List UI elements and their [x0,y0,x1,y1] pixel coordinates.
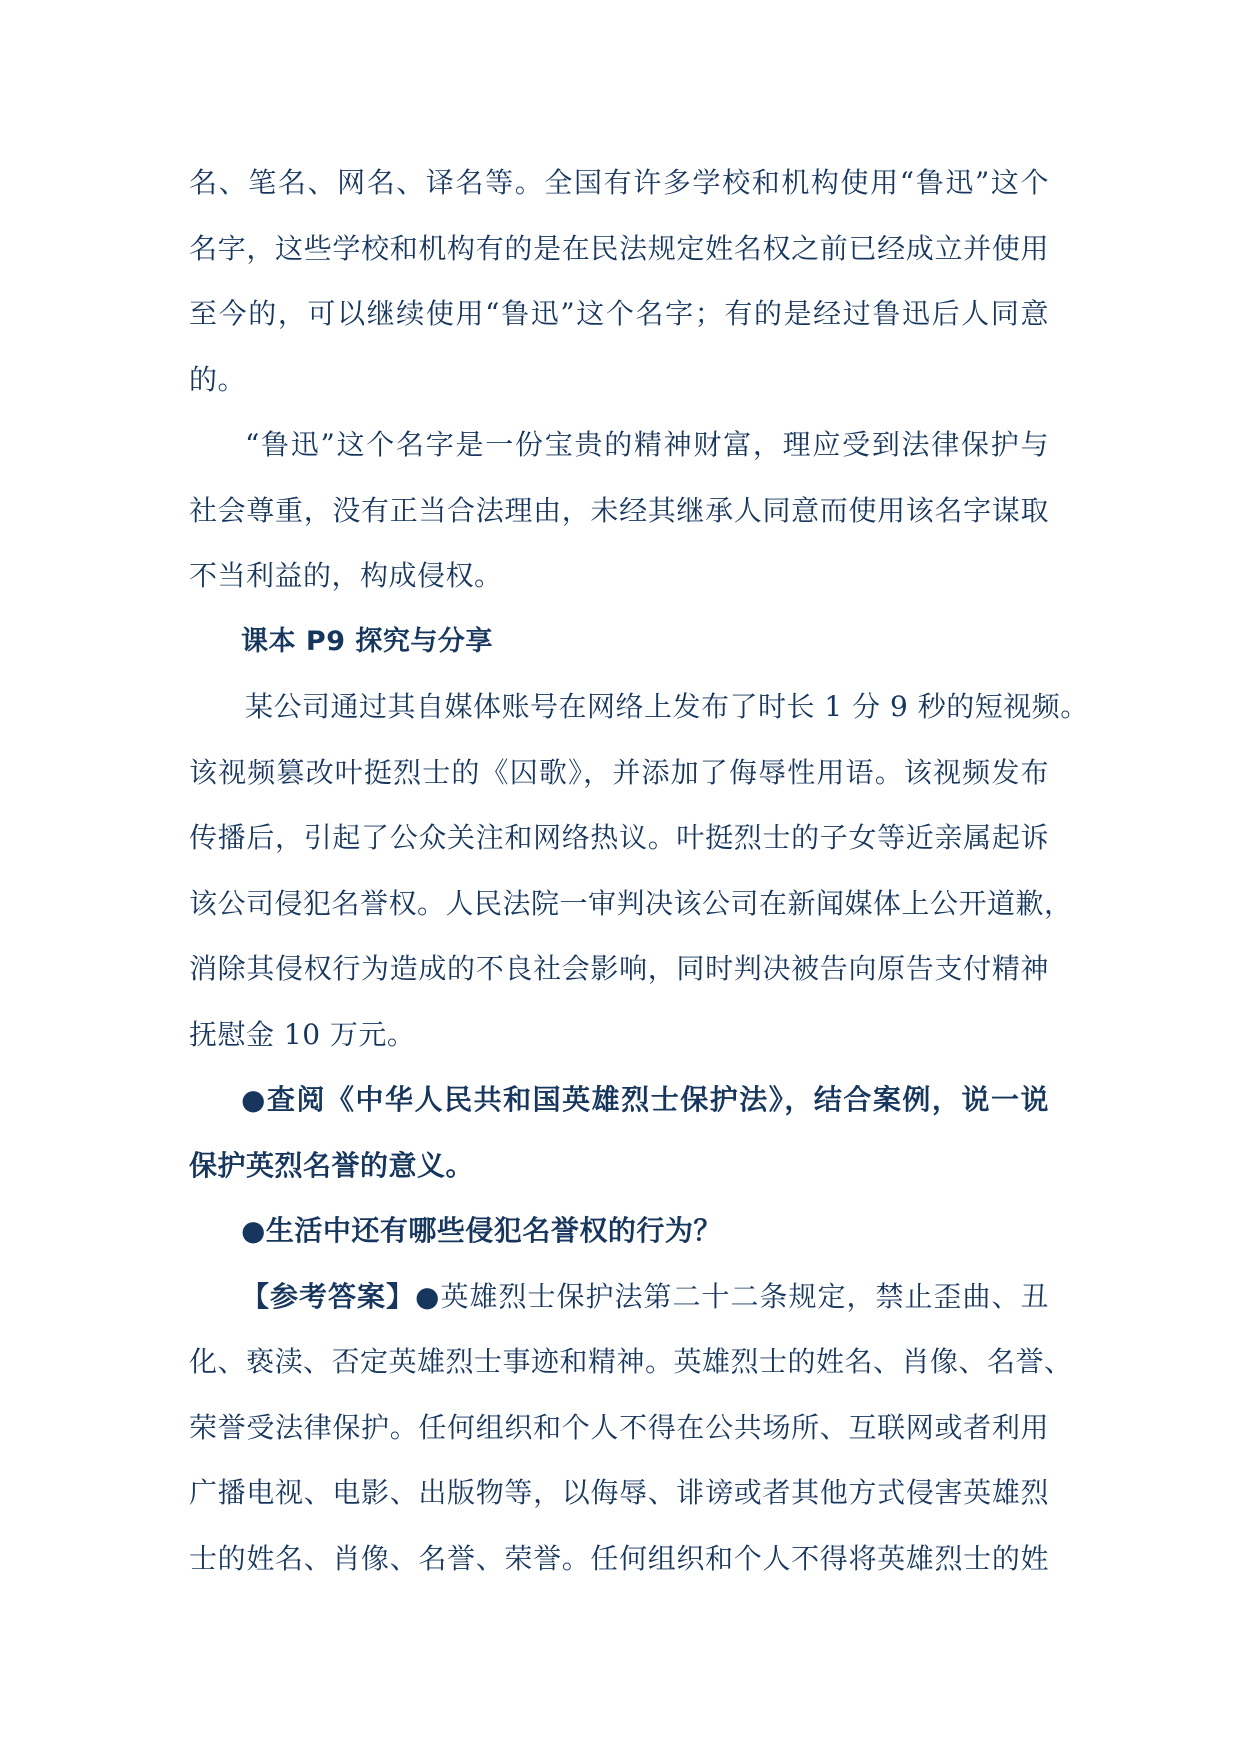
text-line: 荣誉受法律保护。任何组织和个人不得在公共场所、互联网或者利用 [189,1410,1049,1444]
text-line: 的。 [189,362,247,396]
section-heading-text: 课本 P9 探究与分享 [241,625,493,657]
text-line: 化、亵渎、否定英雄烈士事迹和精神。英雄烈士的姓名、肖像、名誉、 [189,1345,1073,1378]
text-line: 名、笔名、网名、译名等。全国有许多学校和机构使用“鲁迅”这个 [189,166,1049,199]
paragraph-lu-xun-name-usage [189,150,1049,412]
text-line: 消除其侵权行为造成的不良社会影响，同时判决被告向原告支付精神 [189,952,1049,985]
text-line: “鲁迅”这个名字是一份宝贵的精神财富，理应受到法律保护与 [245,428,1049,461]
text-line: 至今的，可以继续使用“鲁迅”这个名字；有的是经过鲁迅后人同意 [189,297,1049,330]
text-line: 社会尊重，没有正当合法理由，未经其继承人同意而使用该名字谋取 [189,493,1049,527]
paragraph-ye-ting-case [189,674,1089,1067]
answer-first-line [189,1264,1049,1330]
reference-answer [189,1264,1073,1592]
document-body [189,150,1089,1591]
text-line: 广播电视、电影、出版物等，以侮辱、诽谤或者其他方式侵害英雄烈 [189,1476,1049,1509]
text-line: 士的姓名、肖像、名誉、荣誉。任何组织和个人不得将英雄烈士的姓 [189,1541,1049,1575]
text-line: 该公司侵犯名誉权。人民法院一审判决该公司在新闻媒体上公开道歉， [189,886,1073,920]
text-line: 传播后，引起了公众关注和网络热议。叶挺烈士的子女等近亲属起诉 [189,821,1049,854]
answer-label: 【参考答案】 [241,1279,416,1313]
text-line: 该视频篡改叶挺烈士的《囚歌》，并添加了侮辱性用语。该视频发布 [189,755,1049,789]
text-line: 抚慰金 10 万元。 [189,1017,416,1051]
question-line: ●查阅《中华人民共和国英雄烈士保护法》，结合案例，说一说 [241,1083,1049,1116]
section-heading [189,609,1049,675]
paragraph-lu-xun-name-protection [189,412,1049,609]
question-line: 保护英烈名誉的意义。 [189,1148,475,1182]
text-line: 名字，这些学校和机构有的是在民法规定姓名权之前已经成立并使用 [189,231,1049,265]
text-line: 某公司通过其自媒体账号在网络上发布了时长 1 分 9 秒的短视频。 [245,690,1089,723]
text-line: 不当利益的，构成侵权。 [189,559,503,592]
question-line: ●生活中还有哪些侵犯名誉权的行为？ [241,1214,722,1247]
question-reputation-infringement [189,1198,1049,1264]
answer-first-line-text: ●英雄烈士保护法第二十二条规定，禁止歪曲、丑 [415,1279,1049,1313]
question-heroes-law [189,1067,1049,1198]
